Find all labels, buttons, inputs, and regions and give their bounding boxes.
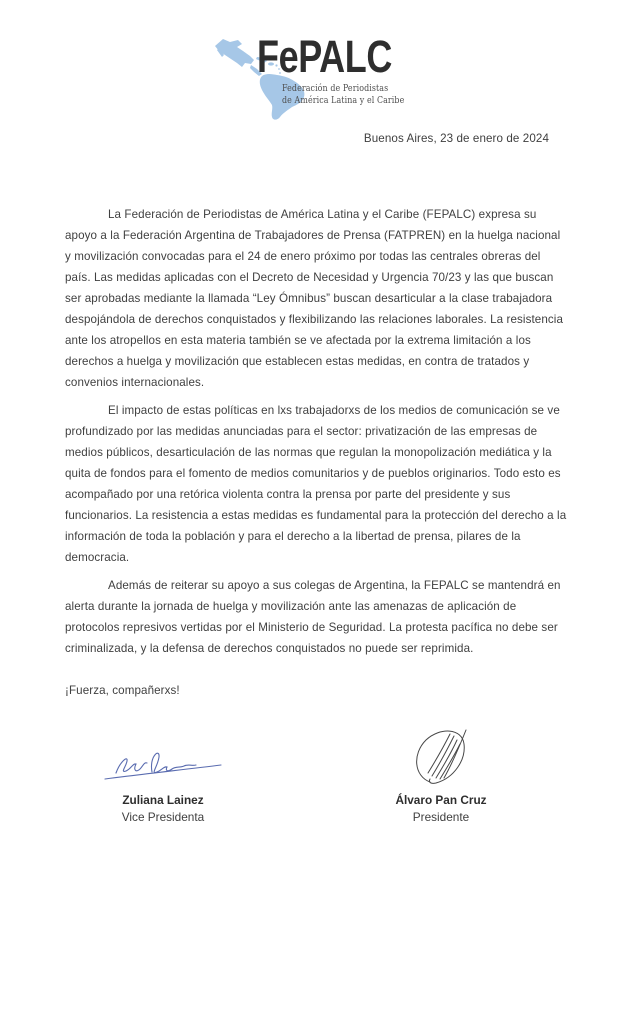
paragraph-line: democracia.	[65, 551, 130, 564]
paragraph-line: La Federación de Periodistas de América Latina y el Caribe (FEPALC) expresa su	[108, 208, 537, 221]
paragraph-line: apoyo a la Federación Argentina de Trabajadores de Prensa (FATPREN) en la huelga nacional	[65, 229, 561, 242]
paragraph-2	[65, 400, 567, 568]
paragraph-line: y movilización convocadas para el 24 de enero próximo por todas las centrales obreras del	[65, 250, 541, 263]
paragraph-line: derechos a huelga y movilización que establecen estas medidas, en contra de tratados y	[65, 355, 530, 368]
signatory-title: Presidente	[412, 810, 470, 824]
signature-block-presidente	[366, 728, 516, 826]
paragraph-line: información de toda la población y para el derecho a la libertad de prensa, pilares de la	[65, 530, 521, 543]
paragraph-line: protocolos represivos vertidas por el Ministerio de Seguridad. La protesta pacífica no debe ser	[65, 621, 558, 634]
paragraph-line: profundizado por las medidas anunciadas para el sector: privatización de las empresas de	[65, 425, 538, 438]
signatory-name: Álvaro Pan Cruz	[395, 793, 487, 807]
paragraph-line: acompañado por una retórica violenta contra la prensa por parte del presidente y sus	[65, 488, 511, 501]
paragraph-line: ser aprobadas mediante la llamada “Ley Ómnibus” buscan desarticular a la clase trabajadora	[65, 292, 553, 305]
signatory-title: Vice Presidenta	[121, 810, 205, 824]
closing-line: ¡Fuerza, compañerxs!	[65, 684, 180, 697]
paragraph-line: país. Las medidas aplicadas con el Decreto de Necesidad y Urgencia 70/23 y las que buscan	[65, 271, 554, 284]
signatory-name: Zuliana Lainez	[122, 793, 204, 807]
paragraph-line: despojándola de derechos conquistados y flexibilizando las relaciones laborales. La resistencia	[65, 313, 564, 326]
paragraph-line: criminalizada, y la defensa de derechos conquistados no puede ser reprimida.	[65, 642, 474, 655]
logo-subtitle-line1: Federación de Periodistas	[282, 84, 389, 94]
paragraph-1	[65, 204, 564, 393]
alvaro-pan-cruz-signature	[366, 728, 516, 790]
logo-subtitle	[282, 83, 404, 107]
paragraph-line: El impacto de estas políticas en lxs trabajadorxs de los medios de comunicación se ve	[108, 404, 560, 417]
paragraph-line: Además de reiterar su apoyo a sus colegas de Argentina, la FEPALC se mantendrá en	[108, 579, 561, 592]
paragraph-line: alerta durante la jornada de huelga y movilización ante las amenazas de aplicación de	[65, 600, 517, 613]
logo-subtitle-line2: de América Latina y el Caribe	[282, 96, 405, 106]
date-line: Buenos Aires, 23 de enero de 2024	[363, 132, 549, 145]
logo-brand-text: FePALC	[257, 31, 392, 82]
signature-block-vice-presidenta	[88, 728, 238, 826]
paragraph-line: convenios internacionales.	[65, 376, 205, 389]
letter-body	[65, 204, 567, 701]
paragraph-3	[65, 575, 561, 659]
zuliana-lainez-signature	[88, 728, 238, 790]
paragraph-line: funcionarios. La resistencia a estas medidas es fundamental para la protección del derecho a la	[65, 509, 567, 522]
paragraph-line: ante los atropellos en esta materia también se ve afectada por la extrema limitación a los	[65, 334, 531, 347]
paragraph-line: quita de fondos para el fomento de medios comunitarios y de pueblos originarios. Todo esto es	[65, 467, 561, 480]
fepalc-logo	[210, 28, 425, 123]
paragraph-line: medios públicos, desarticulación de las normas que regulan la monopolización mediática y la	[65, 446, 552, 459]
